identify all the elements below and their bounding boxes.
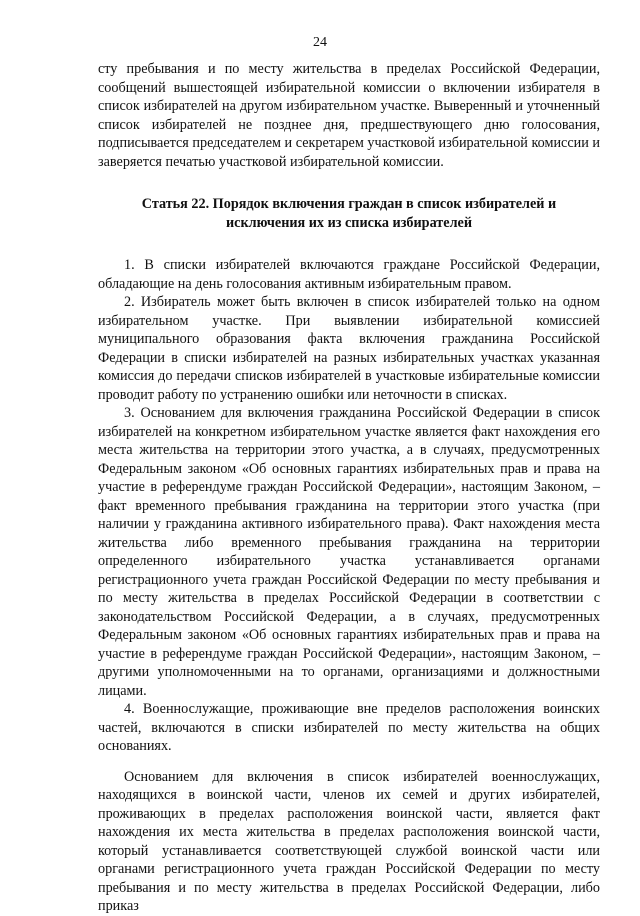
article-paragraph-2: 2. Избиратель может быть включен в список избирателей только на одном избирательном участке. При выявлении избирательной комиссией муниципального образования факта включения гражданина Российской Федерации в списки избирателей на разных избирательных участках указанная комиссия до передачи списков избирателей в участковые избирательные комиссии проводит работу по устранению ошибки или неточности в списках. [98, 294, 600, 403]
article-paragraph-4: 4. Военнослужащие, проживающие вне пределов расположения воинских частей, включаются в списки избирателей по месту жительства на общих основаниях. [98, 701, 600, 754]
article-paragraph-1: 1. В списки избирателей включаются граждане Российской Федерации, обладающие на день голосования активным избирательным правом. [98, 257, 600, 292]
page-number: 24 [313, 35, 327, 50]
document-body [98, 60, 600, 916]
article-paragraph-5: Основанием для включения в список избирателей военнослужащих, находящихся в воинской части, членов их семей и других избирателей, проживающих в пределах расположения воинской части, является факт нахождения их места жительства в пределах расположения воинской части, который устанавливается соответствующей службой воинской части или органами регистрационного учета граждан Российской Федерации по месту пребывания и по месту жительства в пределах Российской Федерации, либо приказ [98, 768, 600, 914]
article-paragraph-3: 3. Основанием для включения гражданина Российской Федерации в список избирателей на конкретном избирательном участке является факт нахождения его места жительства на территории этого участка, а в случаях, предусмотренных Федеральным законом «Об основных гарантиях избирательных прав и права на участие в референдуме граждан Российской Федерации», настоящим Законом, – факт временного пребывания гражданина на территории этого участка (при наличии у гражданина активного избирательного права). Факт нахождения места жительства либо временного пребывания гражданина на территории определенного избирательного участка устанавливается органами регистрационного учета граждан Российской Федерации по месту пребывания и по месту жительства в пределах Российской Федерации в соответствии с законодательством Российской Федерации, а в случаях, предусмотренных Федеральным законом «Об основных гарантиях избирательных прав и права на участие в референдуме граждан Российской Федерации», настоящим Законом, – другими уполномоченными на то органами, организациями и должностными лицами. [98, 405, 600, 699]
continuation-paragraph: сту пребывания и по месту жительства в пределах Российской Федерации, сообщений вышестоящей избирательной комиссии о включении избирателя в список избирателей на другом избирательном участке. Выверенный и уточненный список избирателей не позднее дня, предшествующего дню голосования, подписывается председателем и секретарем участковой избирательной комиссии и заверяется печатью участковой избирательной комиссии. [98, 61, 600, 170]
article-heading: Статья 22. Порядок включения граждан в список избирателей и исключения их из списка избирателей [141, 196, 557, 231]
